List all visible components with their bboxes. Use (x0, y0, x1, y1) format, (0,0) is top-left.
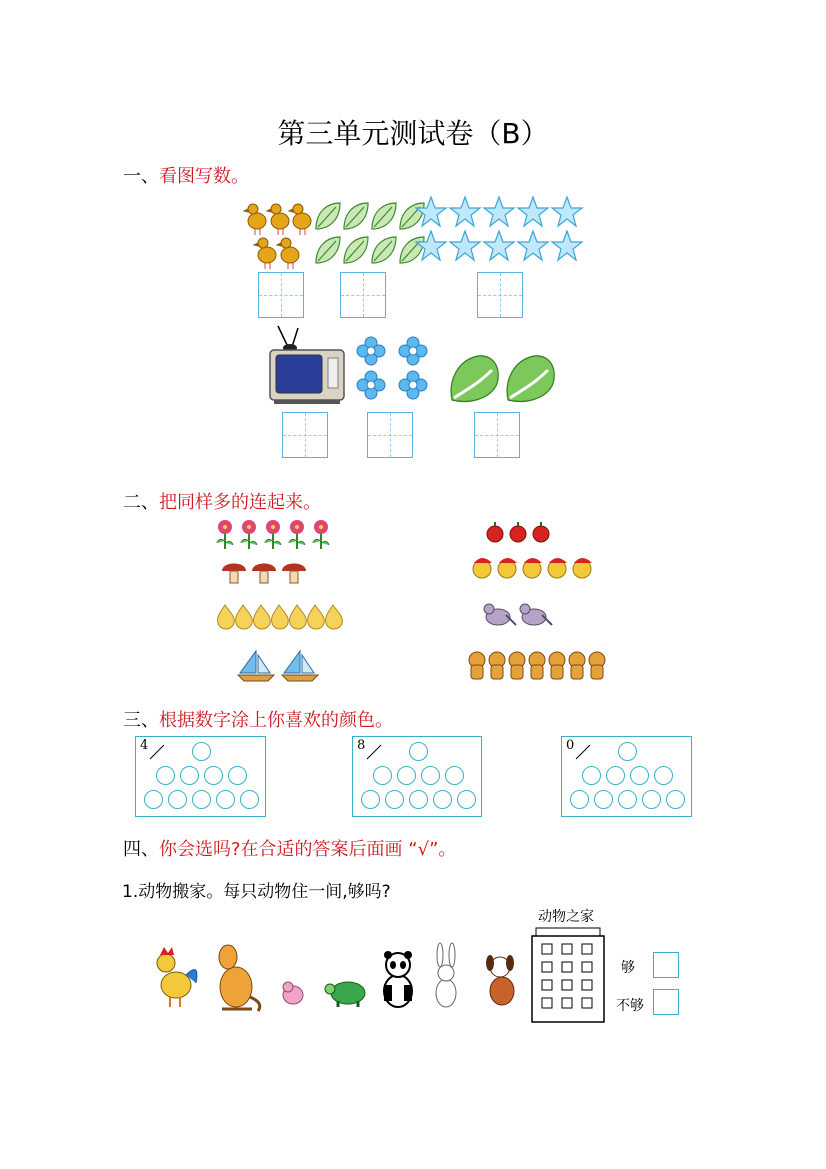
corner-line (136, 737, 166, 767)
color-circle[interactable] (144, 790, 163, 809)
house-icon (530, 926, 606, 1024)
apple-icon (487, 522, 549, 542)
color-circle[interactable] (180, 766, 199, 785)
corner-line (562, 737, 592, 767)
answer-box[interactable] (367, 412, 413, 458)
answer-box[interactable] (340, 272, 386, 318)
rooster-icon (157, 947, 197, 1007)
color-circle[interactable] (630, 766, 649, 785)
color-circle[interactable] (168, 790, 187, 809)
mushroom-icon (222, 564, 306, 584)
option-enough-box[interactable] (653, 952, 679, 978)
red-flower-icon (217, 520, 329, 549)
answer-box[interactable] (258, 272, 304, 318)
section-3-heading: 三、根据数字涂上你喜欢的颜色。 (123, 710, 393, 731)
color-circle[interactable] (582, 766, 601, 785)
color-circle[interactable] (666, 790, 685, 809)
tv-icon (270, 326, 344, 404)
color-circle[interactable] (445, 766, 464, 785)
chick-icon (244, 204, 311, 269)
color-circle[interactable] (606, 766, 625, 785)
option-not-enough-box[interactable] (653, 989, 679, 1015)
color-circle[interactable] (618, 790, 637, 809)
color-circle[interactable] (570, 790, 589, 809)
color-circle[interactable] (373, 766, 392, 785)
matching-left-column (210, 515, 360, 690)
color-circle[interactable] (457, 790, 476, 809)
color-circle[interactable] (240, 790, 259, 809)
option-not-enough-label: 不够 (616, 998, 644, 1014)
chick-icon (473, 558, 592, 578)
color-circle[interactable] (385, 790, 404, 809)
question-1: 1.动物搬家。每只动物住一间,够吗? (122, 882, 391, 902)
turtle-icon (325, 982, 365, 1007)
section-2-heading: 二、把同样多的连起来。 (123, 492, 321, 513)
house-label: 动物之家 (538, 909, 594, 925)
flower-icon (357, 337, 427, 399)
color-circle[interactable] (433, 790, 452, 809)
color-box-3: 0 (561, 736, 692, 817)
answer-box[interactable] (477, 272, 523, 318)
counting-row-1 (240, 195, 585, 270)
matching-right-column (462, 515, 622, 690)
color-circle[interactable] (618, 742, 637, 761)
star-icon (416, 197, 582, 260)
answer-box[interactable] (282, 412, 328, 458)
color-circle[interactable] (156, 766, 175, 785)
color-circle[interactable] (409, 742, 428, 761)
cabbage-icon (451, 356, 554, 402)
color-circle[interactable] (594, 790, 613, 809)
dog-icon (486, 955, 514, 1005)
color-circle[interactable] (204, 766, 223, 785)
color-circle[interactable] (192, 790, 211, 809)
color-circle[interactable] (409, 790, 428, 809)
color-circle[interactable] (228, 766, 247, 785)
color-circle[interactable] (397, 766, 416, 785)
color-circle[interactable] (421, 766, 440, 785)
color-circle[interactable] (654, 766, 673, 785)
leaf-icon (316, 203, 424, 263)
color-circle[interactable] (361, 790, 380, 809)
panda-icon (384, 951, 412, 1007)
counting-row-2 (268, 322, 568, 407)
pear-icon (218, 605, 343, 629)
puppy-icon (469, 652, 605, 679)
option-enough-label: 够 (621, 960, 635, 976)
sailboat-icon (238, 651, 318, 681)
color-circle[interactable] (642, 790, 661, 809)
section-4-heading: 四、你会选吗?在合适的答案后面画 “√”。 (123, 839, 457, 860)
section-1-heading: 一、看图写数。 (123, 166, 249, 187)
small-bird-icon (283, 982, 303, 1004)
animals-row (150, 935, 530, 1015)
color-box-2: 8 (352, 736, 482, 817)
color-circle[interactable] (216, 790, 235, 809)
answer-box[interactable] (474, 412, 520, 458)
pigeon-icon (484, 604, 552, 625)
color-circle[interactable] (192, 742, 211, 761)
page-title: 第三单元测试卷（B） (277, 117, 549, 150)
color-box-1: 4 (135, 736, 266, 817)
rabbit-icon (436, 943, 456, 1007)
corner-line (353, 737, 383, 767)
kangaroo-icon (219, 945, 260, 1011)
